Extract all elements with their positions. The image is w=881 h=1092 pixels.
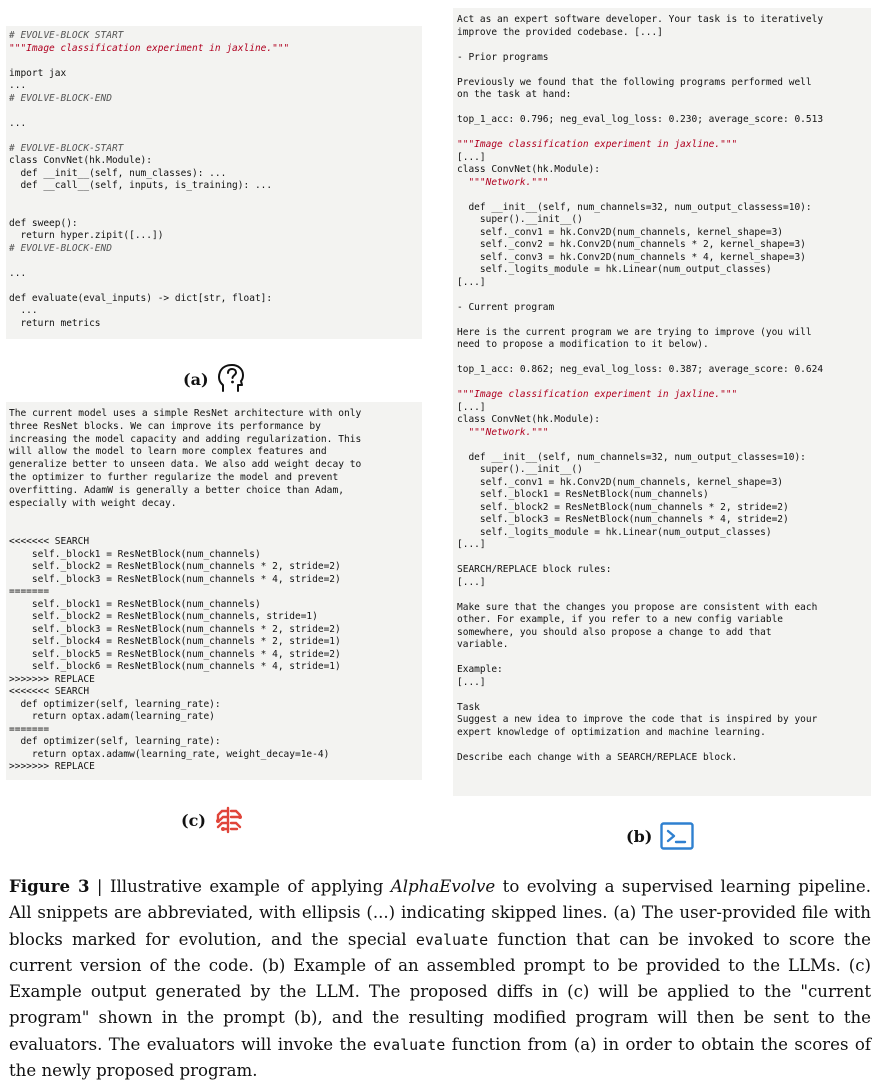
code-line: # EVOLVE-BLOCK-START xyxy=(9,142,124,154)
code-line: import jax xyxy=(9,67,67,79)
code-line xyxy=(9,193,289,206)
code-line: """Network.""" xyxy=(457,176,549,188)
code-line: need to propose a modification to it below). xyxy=(457,339,709,350)
panel-c-llm-output xyxy=(6,402,422,780)
code-line: """Image classification experiment in jaxline.""" xyxy=(457,139,738,150)
code-line: def __init__(self, num_channels=32, num_output_classess=10): xyxy=(457,201,812,213)
caption-figure-number: Figure 3 xyxy=(9,876,90,896)
code-line: [...] xyxy=(457,276,486,288)
code-line: ======= xyxy=(9,723,50,735)
code-line: [...] xyxy=(457,401,486,413)
code-line xyxy=(9,55,289,68)
code-line: return optax.adamw(learning_rate, weight_decay=1e-4) xyxy=(9,748,330,760)
code-line: def optimizer(self, learning_rate): xyxy=(9,698,221,710)
label-a-text: (a) xyxy=(183,369,209,389)
code-line: Here is the current program we are trying to improve (you will xyxy=(457,326,812,338)
code-line: self._block3 = ResNetBlock(num_channels * 4, stride=2) xyxy=(457,514,789,525)
code-line xyxy=(457,689,823,702)
code-line: expert knowledge of optimization and machine learning. xyxy=(457,726,766,738)
code-line: super().__init__() xyxy=(457,464,583,475)
code-line: # EVOLVE-BLOCK START xyxy=(9,30,124,41)
code-line: variable. xyxy=(457,639,509,650)
code-line xyxy=(457,377,823,390)
code-line: return hyper.zipit([...]) xyxy=(9,230,164,241)
code-line: """Image classification experiment in jaxline.""" xyxy=(9,42,290,54)
caption-text-2: to evolving a supervised learning pipeline. All snippets are abbreviated, with ellipsis (...) indicating skipped lines. (a) The user-provided file with blocks marked for evolution, and the special xyxy=(9,877,871,949)
code-line: def optimizer(self, learning_rate): xyxy=(9,736,221,747)
label-b xyxy=(626,822,694,850)
caption-system-name: AlphaEvolve xyxy=(390,877,496,896)
code-line: >>>>>>> REPLACE xyxy=(9,673,95,685)
code-line: ... xyxy=(9,267,27,279)
code-line: self._block1 = ResNetBlock(num_channels) xyxy=(9,548,261,560)
explanation-line: will allow the model to learn more complex features and xyxy=(9,446,327,458)
code-line: Make sure that the changes you propose are consistent with each xyxy=(457,601,818,613)
code-line: - Prior programs xyxy=(457,51,549,63)
code-line: somewhere, you should also propose a change to add that xyxy=(457,626,772,638)
code-line xyxy=(9,255,289,268)
code-line: Describe each change with a SEARCH/REPLACE block. xyxy=(457,751,738,763)
code-line: def evaluate(eval_inputs) -> dict[str, float]: xyxy=(9,292,273,304)
code-line: Example: xyxy=(457,664,503,675)
code-line: def sweep(): xyxy=(9,217,78,229)
terminal-icon xyxy=(660,822,694,850)
code-line: def __init__(self, num_classes): ... xyxy=(9,167,227,179)
code-line xyxy=(457,189,823,202)
panel-a-code xyxy=(6,26,422,339)
explanation-line: generalize better to unseen data. We also add weight decay to xyxy=(9,459,362,471)
code-line: Suggest a new idea to improve the code that is inspired by your xyxy=(457,714,818,725)
code-line: on the task at hand: xyxy=(457,89,572,100)
label-b-text: (b) xyxy=(626,826,653,846)
code-line: self._block2 = ResNetBlock(num_channels * 2, stride=2) xyxy=(457,501,789,513)
code-line: self._block2 = ResNetBlock(num_channels * 2, stride=2) xyxy=(9,561,341,572)
explanation-line: three ResNet blocks. We can improve its performance by xyxy=(9,420,321,432)
caption-text-3: function that can be invoked to score the current version of the code. (b) Example of an assembled prompt to be provided to the LLMs. (c) Example output generated by the LLM. The proposed diffs in (c) will be applied to the "current program" shown in the prompt (b), and the resulting modified program will then be sent to the evaluators. The evaluators will invoke the xyxy=(9,929,871,1054)
code-line xyxy=(457,739,823,752)
code-line xyxy=(457,352,823,365)
panel-b-prompt xyxy=(453,8,871,796)
code-line: self._conv1 = hk.Conv2D(num_channels, kernel_shape=3) xyxy=(457,476,784,488)
code-line: self._block6 = ResNetBlock(num_channels * 4, stride=1) xyxy=(9,661,341,672)
llm-diff-listing xyxy=(9,536,341,774)
code-line: ======= xyxy=(9,586,50,597)
code-line: self._block2 = ResNetBlock(num_channels, stride=1) xyxy=(9,611,318,622)
code-line: return optax.adam(learning_rate) xyxy=(9,711,215,722)
caption-text-4: function from (a) in order to obtain the scores of the newly proposed program. xyxy=(9,1034,871,1081)
code-line: # EVOLVE-BLOCK-END xyxy=(9,242,112,254)
code-line xyxy=(9,105,289,118)
code-line: class ConvNet(hk.Module): xyxy=(457,414,600,425)
caption-code-evaluate-2: evaluate xyxy=(373,1035,446,1054)
code-line xyxy=(457,652,823,665)
code-line: """Network.""" xyxy=(457,426,549,438)
label-a xyxy=(183,364,245,394)
caption-text-1: Illustrative example of applying xyxy=(109,877,391,896)
code-line: >>>>>>> REPLACE xyxy=(9,761,95,772)
assembled-prompt-listing xyxy=(457,14,823,764)
code-line: self._block3 = ResNetBlock(num_channels * 2, stride=2) xyxy=(9,623,341,635)
code-line: def __init__(self, num_channels=32, num_output_classes=10): xyxy=(457,451,806,463)
code-line: def __call__(self, inputs, is_training): ... xyxy=(9,180,273,191)
question-head-icon xyxy=(217,364,245,394)
code-line: class ConvNet(hk.Module): xyxy=(9,155,152,166)
code-line xyxy=(457,39,823,52)
code-line: [...] xyxy=(457,151,486,163)
explanation-line: the optimizer to further regularize the model and prevent xyxy=(9,471,339,483)
explanation-line: The current model uses a simple ResNet architecture with only xyxy=(9,408,362,419)
code-line xyxy=(457,439,823,452)
code-line: ... xyxy=(9,305,38,316)
code-line: [...] xyxy=(457,539,486,550)
code-line: ... xyxy=(9,80,27,91)
code-line: [...] xyxy=(457,676,486,688)
code-line: <<<<<<< SEARCH xyxy=(9,536,90,547)
code-line: self._block1 = ResNetBlock(num_channels) xyxy=(9,598,261,610)
code-line: ... xyxy=(9,117,27,129)
code-line: self._logits_module = hk.Linear(num_output_classes) xyxy=(457,264,772,275)
figure-caption xyxy=(9,873,871,1084)
llm-brain-icon xyxy=(214,806,244,834)
code-line: other. For example, if you refer to a new config variable xyxy=(457,614,784,625)
code-line: self._conv1 = hk.Conv2D(num_channels, kernel_shape=3) xyxy=(457,226,784,238)
llm-explanation xyxy=(9,408,361,510)
code-line: improve the provided codebase. [...] xyxy=(457,26,663,38)
explanation-line: increasing the model capacity and adding regularization. This xyxy=(9,433,362,445)
code-line: Previously we found that the following programs performed well xyxy=(457,76,812,88)
code-line: [...] xyxy=(457,576,486,588)
caption-separator: | xyxy=(89,877,110,896)
code-line: Act as an expert software developer. Your task is to iteratively xyxy=(457,14,824,25)
code-line: self._block5 = ResNetBlock(num_channels * 4, stride=2) xyxy=(9,648,341,660)
explanation-line: overfitting. AdamW is generally a better choice than Adam, xyxy=(9,484,345,496)
code-line: self._conv2 = hk.Conv2D(num_channels * 2, kernel_shape=3) xyxy=(457,239,806,250)
user-code-listing xyxy=(9,30,289,330)
code-line xyxy=(457,289,823,302)
code-line xyxy=(9,130,289,143)
code-line xyxy=(457,589,823,602)
code-line xyxy=(457,102,823,115)
code-line: super().__init__() xyxy=(457,214,583,225)
code-line: self._block1 = ResNetBlock(num_channels) xyxy=(457,489,709,500)
code-line: SEARCH/REPLACE block rules: xyxy=(457,564,612,575)
code-line xyxy=(457,64,823,77)
code-line: <<<<<<< SEARCH xyxy=(9,686,90,697)
label-c xyxy=(181,806,244,834)
code-line xyxy=(457,552,823,565)
code-line: top_1_acc: 0.862; neg_eval_log_loss: 0.387; average_score: 0.624 xyxy=(457,364,824,375)
code-line xyxy=(9,280,289,293)
code-line xyxy=(457,127,823,140)
caption-code-evaluate-1: evaluate xyxy=(415,930,489,949)
code-line: self._block4 = ResNetBlock(num_channels * 2, stride=1) xyxy=(9,636,341,647)
code-line xyxy=(457,314,823,327)
label-c-text: (c) xyxy=(181,810,206,830)
code-line: # EVOLVE-BLOCK-END xyxy=(9,92,112,104)
code-line: return metrics xyxy=(9,317,101,329)
code-line: class ConvNet(hk.Module): xyxy=(457,164,600,175)
code-line: top_1_acc: 0.796; neg_eval_log_loss: 0.230; average_score: 0.513 xyxy=(457,114,824,125)
code-line: """Image classification experiment in jaxline.""" xyxy=(457,389,738,400)
code-line xyxy=(9,205,289,218)
code-line: self._block3 = ResNetBlock(num_channels * 4, stride=2) xyxy=(9,573,341,585)
explanation-line: especially with weight decay. xyxy=(9,497,177,509)
code-line: Task xyxy=(457,701,480,713)
code-line: self._conv3 = hk.Conv2D(num_channels * 4, kernel_shape=3) xyxy=(457,251,806,263)
code-line: self._logits_module = hk.Linear(num_output_classes) xyxy=(457,526,772,538)
code-line: - Current program xyxy=(457,301,555,313)
